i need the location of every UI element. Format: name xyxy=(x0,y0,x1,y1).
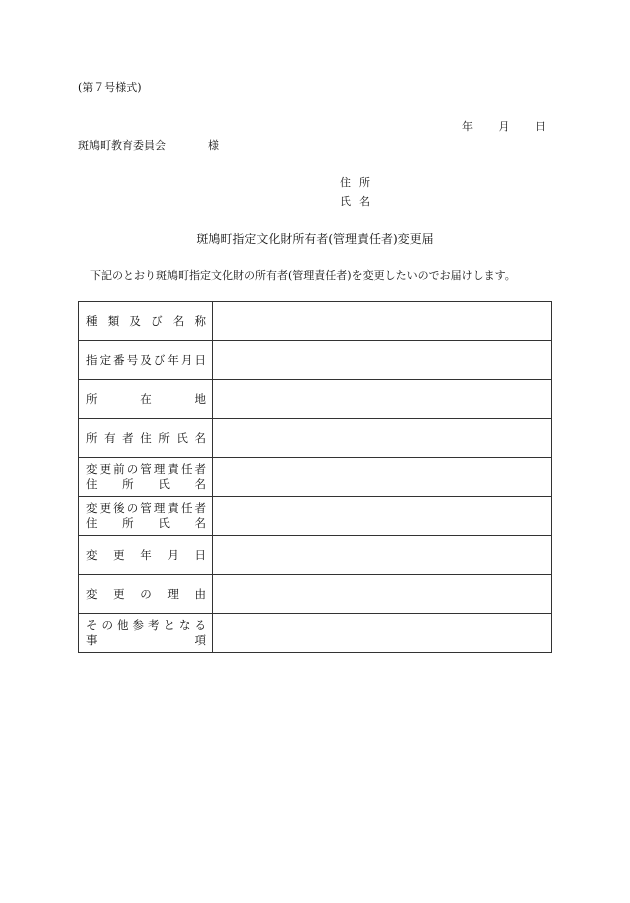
label-char: 者 xyxy=(194,462,206,476)
field-value-cell[interactable] xyxy=(213,341,552,380)
body-text: 下記のとおり斑鳩町指定文化財の所有者(管理責任者)を変更したいのでお届けします。 xyxy=(90,269,516,282)
table-row xyxy=(79,536,552,575)
label-char: 定 xyxy=(99,352,112,367)
label-char: 変 xyxy=(86,462,98,476)
field-value-cell[interactable] xyxy=(213,575,552,614)
label-char: 考 xyxy=(148,618,160,632)
form-number: (第７号様式) xyxy=(78,81,142,94)
label-char: 名 xyxy=(194,477,206,491)
label-char: 種 xyxy=(86,313,98,328)
label-char: 理 xyxy=(167,586,179,601)
label-char: 理 xyxy=(153,501,166,515)
label-char: 名 xyxy=(194,430,206,445)
field-label-cell xyxy=(79,575,213,614)
field-value-cell[interactable] xyxy=(213,380,552,419)
label-char: 変 xyxy=(86,501,98,515)
label-char: 変 xyxy=(86,586,98,601)
label-char: 号 xyxy=(126,352,139,367)
label-char: 有 xyxy=(104,430,116,445)
label-char: 氏 xyxy=(158,477,170,491)
label-char: の xyxy=(140,586,152,601)
label-char: と xyxy=(163,618,175,632)
table-row xyxy=(79,575,552,614)
sender-address-label: 住所 xyxy=(340,176,378,189)
table-row xyxy=(79,380,552,419)
label-char: 事 xyxy=(86,633,98,647)
label-char: 所 xyxy=(122,516,134,530)
field-label-cell xyxy=(79,419,213,458)
date-line xyxy=(462,120,546,134)
field-label xyxy=(79,353,212,368)
field-value-cell[interactable] xyxy=(213,497,552,536)
sender-name-label: 氏名 xyxy=(340,195,378,208)
label-char: 指 xyxy=(86,352,98,367)
addressee: 斑鳩町教育委員会 xyxy=(78,139,166,152)
document-title: 斑鳩町指定文化財所有者(管理責任者)変更届 xyxy=(196,232,434,246)
field-label-line-1 xyxy=(79,501,212,516)
field-label-cell xyxy=(79,536,213,575)
label-char: 責 xyxy=(167,501,179,515)
label-char: 後 xyxy=(113,501,125,515)
field-label xyxy=(79,431,212,446)
label-char: 住 xyxy=(140,430,152,445)
field-label-cell xyxy=(79,302,213,341)
label-char: 所 xyxy=(86,391,98,406)
label-char: 理 xyxy=(153,462,166,476)
label-char: 年 xyxy=(140,547,152,562)
label-char: 番 xyxy=(113,352,125,367)
label-char: 所 xyxy=(158,430,170,445)
label-char: 名 xyxy=(194,516,206,530)
label-char: 由 xyxy=(194,586,206,601)
label-char: な xyxy=(179,618,191,632)
label-char: 者 xyxy=(194,501,206,515)
label-char: 住 xyxy=(86,477,98,491)
table-row xyxy=(79,614,552,653)
label-char: の xyxy=(126,462,139,476)
field-label-line-2 xyxy=(79,477,212,492)
label-char: 在 xyxy=(140,391,152,406)
label-char: そ xyxy=(86,618,98,632)
label-char: 任 xyxy=(180,462,193,476)
field-label xyxy=(79,392,212,407)
label-char: 任 xyxy=(180,501,193,515)
label-char: び xyxy=(151,313,163,328)
label-char: の xyxy=(126,501,139,515)
label-char: 項 xyxy=(194,633,206,647)
label-char: 管 xyxy=(140,462,152,476)
label-char: 氏 xyxy=(176,430,188,445)
field-label-cell xyxy=(79,458,213,497)
label-char: 参 xyxy=(132,618,144,632)
date-month-label: 月 xyxy=(498,120,510,133)
table-row xyxy=(79,458,552,497)
label-char: 責 xyxy=(167,462,179,476)
label-char: 名 xyxy=(172,313,185,328)
table-row xyxy=(79,302,552,341)
label-char: 及 xyxy=(129,313,141,328)
field-label-cell xyxy=(79,614,213,653)
label-char: 更 xyxy=(113,547,125,562)
label-char: び xyxy=(153,352,166,367)
addressee-suffix: 様 xyxy=(208,139,219,152)
label-char: 管 xyxy=(140,501,152,515)
label-char: 日 xyxy=(194,352,206,367)
field-value-cell[interactable] xyxy=(213,419,552,458)
field-value-cell[interactable] xyxy=(213,536,552,575)
label-char: 月 xyxy=(167,547,179,562)
label-char: の xyxy=(101,618,113,632)
label-char: 変 xyxy=(86,547,98,562)
label-char: 所 xyxy=(122,477,134,491)
table-row xyxy=(79,341,552,380)
field-label-line-1 xyxy=(79,618,212,633)
field-value-cell[interactable] xyxy=(213,614,552,653)
field-label-line-2 xyxy=(79,516,212,531)
table-row xyxy=(79,419,552,458)
field-value-cell[interactable] xyxy=(213,458,552,497)
field-label-cell xyxy=(79,497,213,536)
label-char: 更 xyxy=(113,586,125,601)
label-char: 所 xyxy=(86,430,98,445)
field-label xyxy=(79,314,212,329)
field-label-cell xyxy=(79,380,213,419)
label-char: 年 xyxy=(167,352,179,367)
field-label-line-1 xyxy=(79,462,212,477)
label-char: 類 xyxy=(107,313,120,328)
field-value-cell[interactable] xyxy=(213,302,552,341)
label-char: 更 xyxy=(99,501,112,515)
date-day-label: 日 xyxy=(535,120,546,133)
label-char: 地 xyxy=(194,391,206,406)
table-row xyxy=(79,497,552,536)
label-char: 者 xyxy=(122,430,134,445)
label-char: 他 xyxy=(117,618,129,632)
field-label-line-2 xyxy=(79,633,212,648)
field-label-cell xyxy=(79,341,213,380)
label-char: 前 xyxy=(113,462,125,476)
label-char: 日 xyxy=(194,547,206,562)
label-char: る xyxy=(194,618,206,632)
date-year-label: 年 xyxy=(462,120,473,133)
field-label xyxy=(79,548,212,563)
field-label xyxy=(79,587,212,602)
label-char: 称 xyxy=(194,313,206,328)
label-char: 住 xyxy=(86,516,98,530)
fields-table xyxy=(78,301,552,653)
label-char: 及 xyxy=(140,352,152,367)
label-char: 氏 xyxy=(158,516,170,530)
label-char: 更 xyxy=(99,462,112,476)
label-char: 月 xyxy=(180,352,193,367)
